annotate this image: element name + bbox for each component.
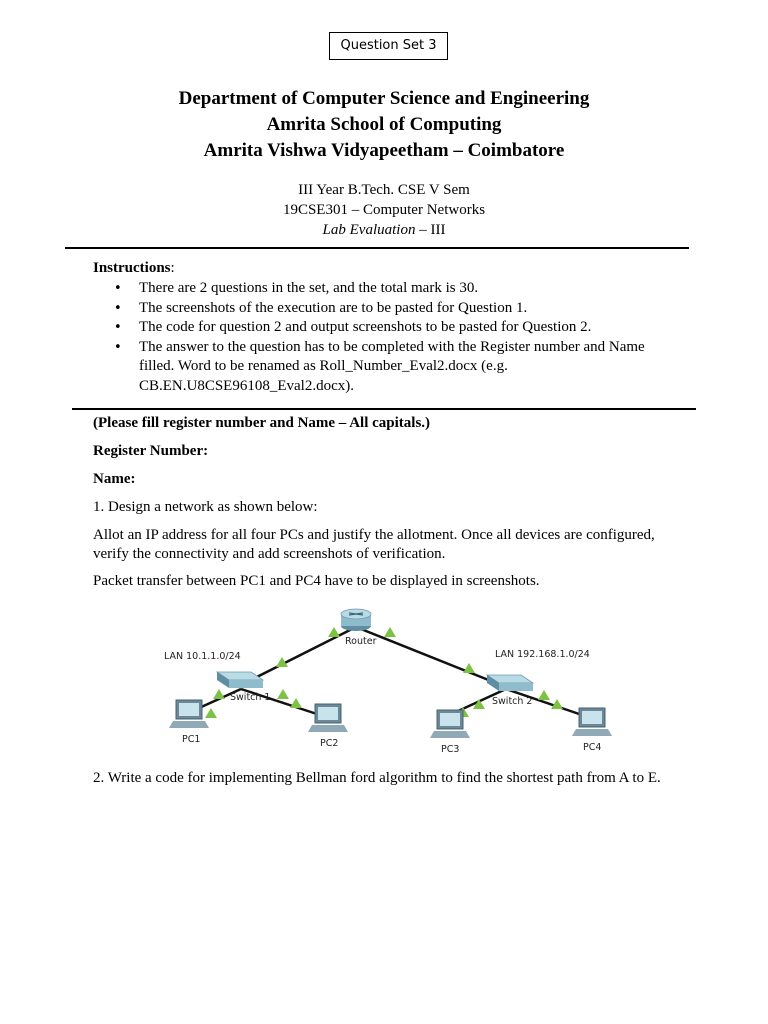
list-item [93, 318, 683, 338]
instruction-text: The answer to the question has to be completed with the Register number and Name filled. Word to be renamed as Roll_Number_Eval2.docx (e.g. CB.EN.U8CSE96108_Eval2.docx). [139, 338, 645, 394]
pc4-icon [572, 708, 612, 736]
switch1-icon [217, 672, 263, 688]
evaluation-title [0, 222, 768, 239]
name-label: Name: [93, 471, 136, 487]
bullet-icon: • [114, 281, 122, 296]
lan1-label: LAN 10.1.1.0/24 [164, 651, 241, 662]
department-title: Department of Computer Science and Engineering [178, 88, 590, 109]
instruction-text: The code for question 2 and output screenshots to be pasted for Question 2. [139, 319, 592, 335]
bullet-icon: • [114, 320, 122, 335]
instruction-text: The screenshots of the execution are to be pasted for Question 1. [139, 299, 528, 316]
register-number-label: Register Number: [93, 443, 209, 459]
instructions-divider [72, 408, 696, 410]
question1-paragraph-1: Allot an IP address for all four PCs and justify the allotment. Once all devices are configured, verify the connectivity and add screenshots of verification. [93, 527, 655, 562]
switch1-label: Switch 1 [230, 692, 271, 703]
evaluation-italic: Lab Evaluation [322, 222, 416, 238]
link-light [384, 627, 396, 637]
pc2-label: PC2 [320, 738, 339, 749]
network-diagram-svg [93, 600, 629, 755]
list-item [93, 299, 683, 319]
switch2-label: Switch 2 [492, 696, 533, 707]
router-label: Router [345, 636, 377, 647]
question2-text: 2. Write a code for implementing Bellman ford algorithm to find the shortest path from A to E. [93, 770, 661, 786]
network-diagram [93, 600, 629, 755]
question-set-box: Question Set 3 [329, 32, 448, 60]
question1-title: 1. Design a network as shown below: [93, 499, 318, 515]
link-router-switch2 [356, 627, 506, 687]
link-light [205, 708, 217, 718]
header-divider [65, 247, 689, 249]
instruction-text: There are 2 questions in the set, and the total mark is 30. [139, 280, 479, 296]
course-year: III Year B.Tech. CSE V Sem [298, 182, 470, 198]
pc3-label: PC3 [441, 744, 460, 755]
link-light [277, 689, 289, 699]
link-light [463, 663, 475, 673]
list-item [93, 279, 683, 299]
bullet-icon: • [114, 339, 122, 355]
school-title: Amrita School of Computing [266, 114, 502, 135]
fill-note: (Please fill register number and Name – All capitals.) [93, 415, 431, 431]
pc4-label: PC4 [583, 742, 602, 753]
router-icon [341, 609, 371, 631]
pc1-icon [169, 700, 209, 728]
lan2-label: LAN 192.168.1.0/24 [495, 649, 590, 660]
instructions-heading [93, 260, 175, 277]
instructions-colon: : [170, 260, 175, 276]
bullet-icon: • [114, 300, 122, 316]
question1-paragraph-2: Packet transfer between PC1 and PC4 have to be displayed in screenshots. [93, 573, 540, 589]
instructions-list [93, 279, 683, 396]
course-code: 19CSE301 – Computer Networks [282, 202, 486, 218]
switch2-icon [487, 675, 533, 691]
list-item [93, 338, 683, 397]
evaluation-suffix: – III [415, 222, 446, 238]
university-title: Amrita Vishwa Vidyapeetham – Coimbatore [203, 140, 565, 161]
link-light [290, 698, 302, 708]
pc2-icon [308, 704, 348, 732]
instructions-label: Instructions [93, 260, 171, 276]
pc1-label: PC1 [182, 734, 201, 745]
link-light [213, 689, 225, 699]
link-light [538, 690, 550, 700]
link-light [328, 627, 340, 637]
